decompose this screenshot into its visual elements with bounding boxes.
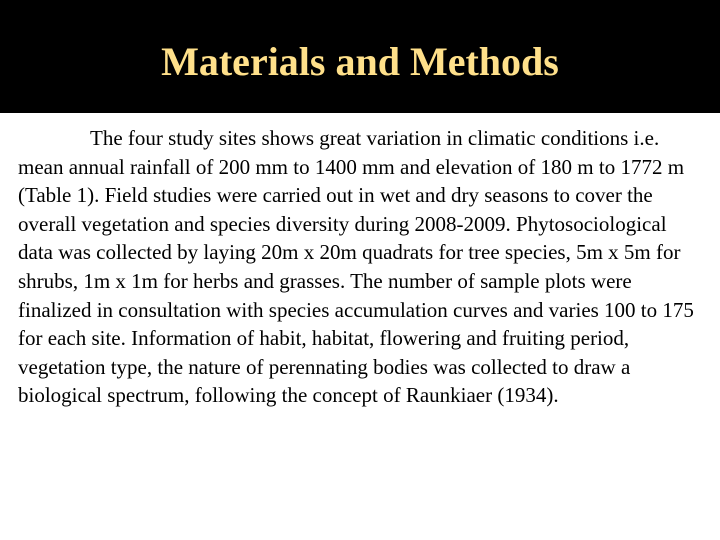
slide-title: Materials and Methods [161, 39, 559, 84]
body-paragraph: The four study sites shows great variation in climatic conditions i.e. mean annual rainfall of 200 mm to 1400 mm and elevation of 180 m to 1772 m (Table 1). Field studies were carried out in wet and dry seasons to cover the overall vegetation and species diversity during 2008-2009. Phytosociological data was collected by laying 20m x 20m quadrats for tree species, 5m x 5m for shrubs, 1m x 1m for herbs and grasses. The number of sample plots were finalized in consultation with species accumulation curves and varies 100 to 175 for each site. Information of habit, habitat, flowering and fruiting period, vegetation type, the nature of perennating bodies was collected to draw a biological spectrum, following the concept of Raunkiaer (1934). [18, 126, 694, 408]
title-bar [0, 0, 720, 113]
